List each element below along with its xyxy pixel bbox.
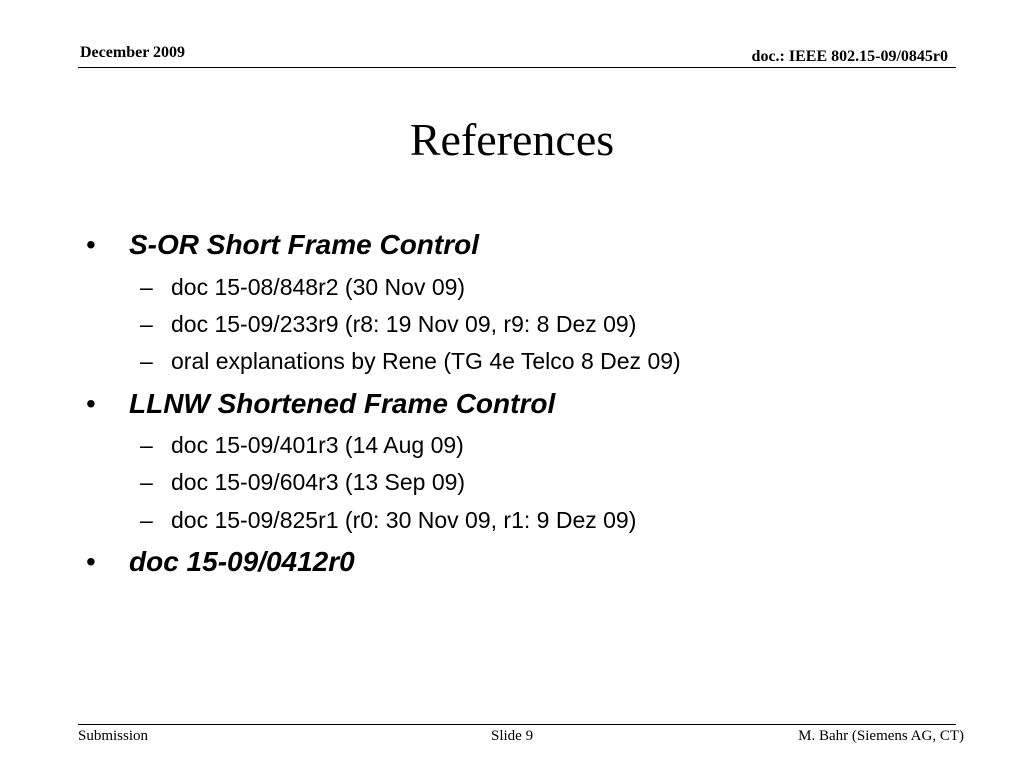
dash-icon: – (140, 274, 153, 300)
bullet-text: S-OR Short Frame Control (129, 229, 480, 260)
bullet-text: LLNW Shortened Frame Control (129, 388, 556, 419)
sub-item-text: doc 15-09/825r1 (r0: 30 Nov 09, r1: 9 Dez 09) (171, 507, 637, 533)
bullet-icon: • (86, 546, 96, 577)
header-date: December 2009 (80, 44, 185, 61)
sub-item-text: doc 15-09/401r3 (14 Aug 09) (171, 432, 464, 458)
sub-item-text: doc 15-09/604r3 (13 Sep 09) (171, 469, 466, 495)
sub-item-text: oral explanations by Rene (TG 4e Telco 8 Dez 09) (171, 348, 681, 374)
dash-icon: – (140, 469, 153, 495)
bullet-text: doc 15-09/0412r0 (129, 546, 355, 577)
header-doc-id: doc.: IEEE 802.15-09/0845r0 (751, 48, 948, 65)
sub-item-text: doc 15-09/233r9 (r8: 19 Nov 09, r9: 8 Dez 09) (171, 311, 637, 337)
dash-icon: – (140, 311, 153, 337)
bullet-icon: • (86, 388, 96, 419)
sub-item-text: doc 15-08/848r2 (30 Nov 09) (171, 274, 466, 300)
footer-submission: Submission (78, 728, 149, 744)
bullet-icon: • (86, 229, 96, 260)
slide-title: References (409, 114, 615, 165)
footer-author: M. Bahr (Siemens AG, CT) (798, 728, 964, 744)
footer-rule (78, 724, 956, 725)
dash-icon: – (140, 348, 153, 374)
dash-icon: – (140, 432, 153, 458)
dash-icon: – (140, 507, 153, 533)
footer-slide-number: Slide 9 (491, 728, 534, 744)
